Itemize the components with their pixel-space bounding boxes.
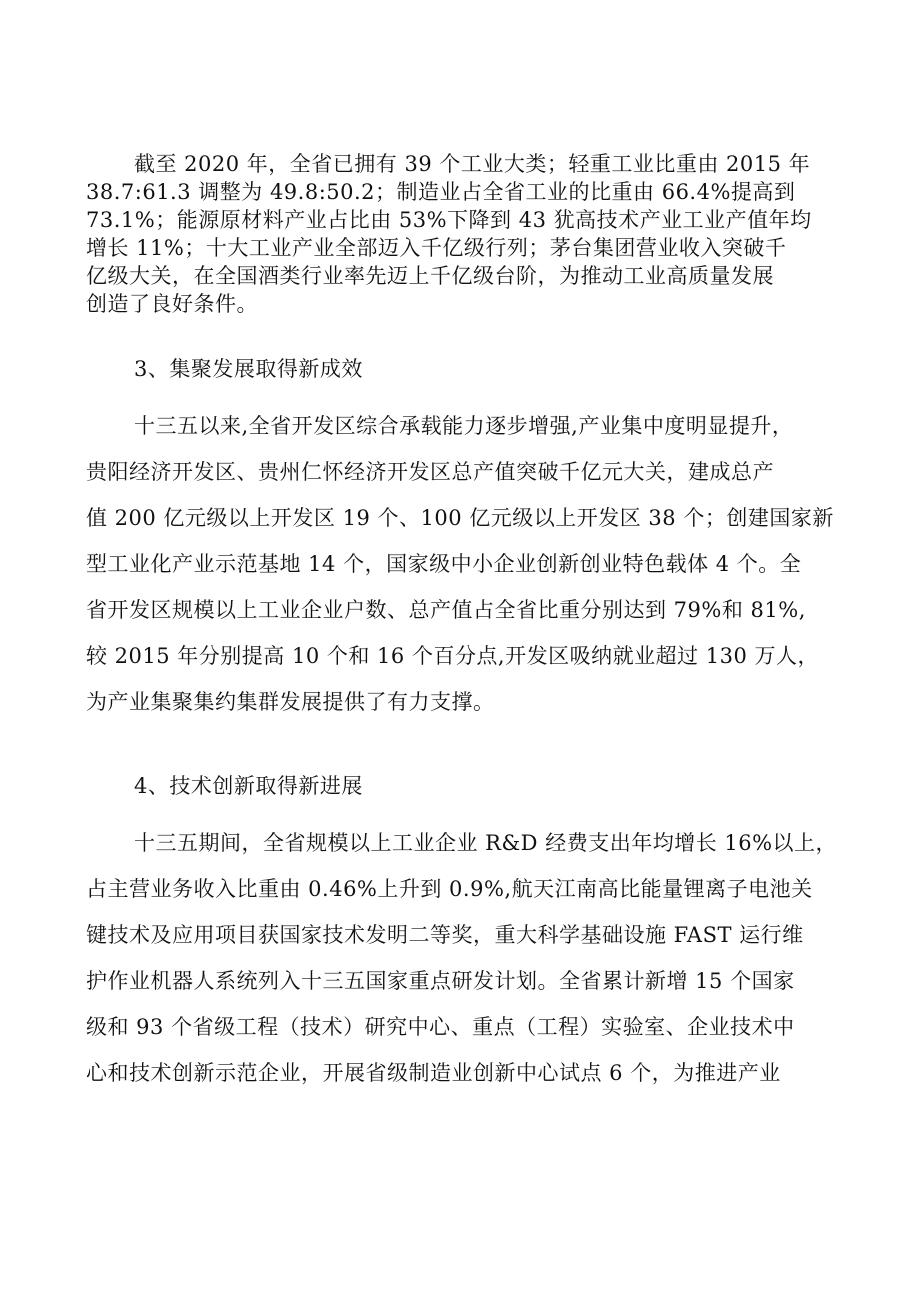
text-line: 增长 11%；十大工业产业全部迈入千亿级行列；茅台集团营业收入突破千 — [86, 236, 787, 260]
paragraph-tech-innovation — [86, 820, 856, 1096]
text-line: 十三五以来,全省开发区综合承载能力逐步增强,产业集中度明显提升， — [134, 414, 794, 438]
text-line: 型工业化产业示范基地 14 个，国家级中小企业创新创业特色载体 4 个。全 — [86, 552, 802, 576]
text-line: 键技术及应用项目获国家技术发明二等奖，重大科学基础设施 FAST 运行维 — [86, 923, 804, 947]
text-line: 73.1%；能源原材料产业占比由 53%下降到 43 犹高技术产业工业产值年均 — [86, 208, 812, 232]
text-line: 38.7:61.3 调整为 49.8:50.2；制造业占全省工业的比重由 66.4%提高到 — [86, 180, 796, 204]
text-line: 贵阳经济开发区、贵州仁怀经济开发区总产值突破千亿元大关，建成总产 — [86, 460, 774, 484]
section-heading-4: 4、技术创新取得新进展 — [134, 774, 363, 798]
text-line: 省开发区规模以上工业企业户数、总产值占全省比重分别达到 79%和 81%, — [86, 598, 806, 622]
text-line: 级和 93 个省级工程（技术）研究中心、重点（工程）实验室、企业技术中 — [86, 1015, 795, 1039]
text-line: 截至 2020 年，全省已拥有 39 个工业大类；轻重工业比重由 2015 年 — [134, 152, 811, 176]
text-line: 较 2015 年分别提高 10 个和 16 个百分点,开发区吸纳就业超过 130 万人， — [86, 644, 820, 668]
section-heading-3: 3、集聚发展取得新成效 — [134, 357, 363, 381]
text-line: 十三五期间，全省规模以上工业企业 R&D 经费支出年均增长 16%以上， — [134, 831, 838, 855]
text-line: 护作业机器人系统列入十三五国家重点研发计划。全省累计新增 15 个国家 — [86, 969, 795, 993]
paragraph-industry-structure — [86, 150, 856, 318]
text-line: 值 200 亿元级以上开发区 19 个、100 亿元级以上开发区 38 个；创建国家新 — [86, 506, 834, 530]
text-line: 占主营业务收入比重由 0.46%上升到 0.9%,航天江南高比能量锂离子电池关 — [86, 877, 813, 901]
text-line: 心和技术创新示范企业，开展省级制造业创新中心试点 6 个，为推进产业 — [86, 1061, 781, 1085]
text-line: 亿级大关，在全国酒类行业率先迈上千亿级台阶，为推动工业高质量发展 — [86, 264, 774, 288]
text-line: 创造了良好条件。 — [86, 292, 258, 316]
text-line: 为产业集聚集约集群发展提供了有力支撑。 — [86, 690, 495, 714]
paragraph-cluster-development — [86, 403, 856, 725]
